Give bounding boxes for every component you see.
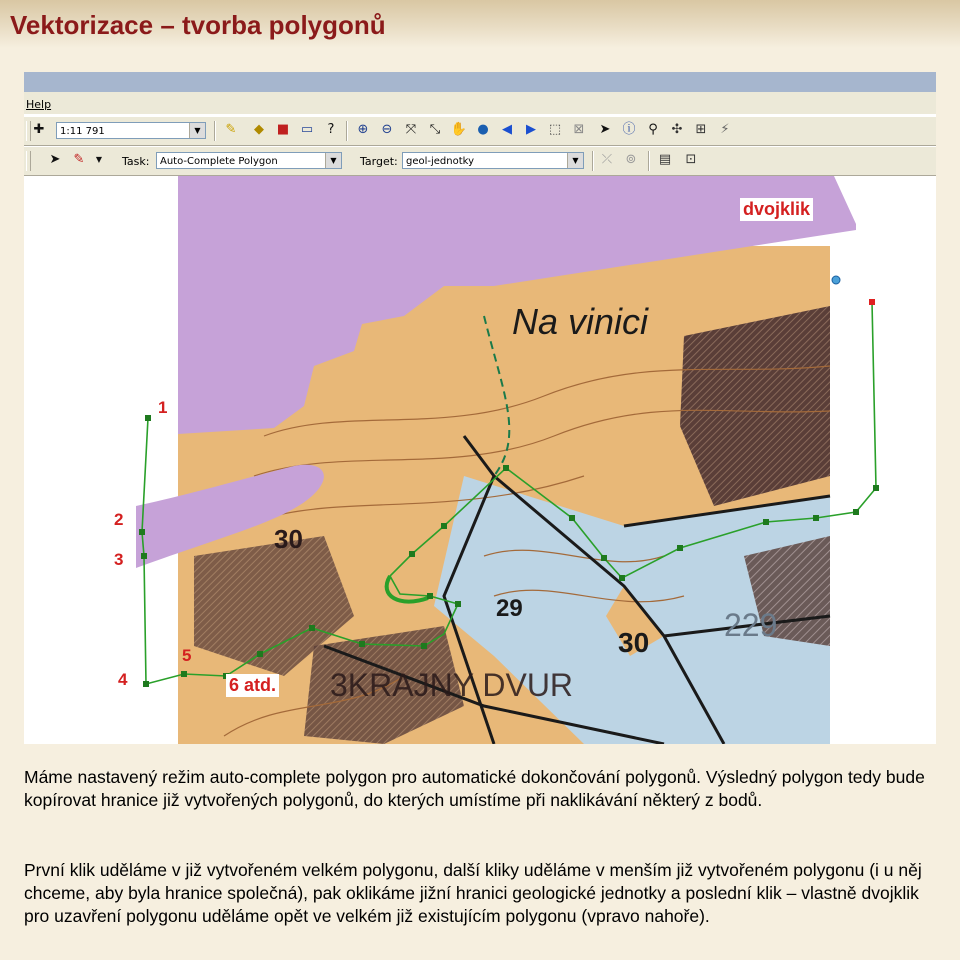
map-label-29: 29: [496, 595, 523, 622]
standard-toolbar: [24, 116, 936, 146]
title-bar: [0, 0, 960, 48]
chevron-down-icon[interactable]: ▼: [567, 153, 583, 168]
vertex[interactable]: [677, 545, 683, 551]
map-view[interactable]: [24, 176, 936, 744]
help-icon[interactable]: ?: [327, 122, 335, 137]
chevron-down-icon[interactable]: ▼: [325, 153, 341, 168]
vertex[interactable]: [813, 515, 819, 521]
select-arrow-icon[interactable]: ➤: [599, 122, 611, 137]
callout-2: 2: [114, 510, 124, 529]
info-icon[interactable]: ⓘ: [622, 122, 636, 137]
vertex[interactable]: [503, 465, 509, 471]
attributes-icon[interactable]: ▤: [658, 152, 672, 167]
fixed-zoom-out-icon[interactable]: ⤡: [429, 122, 441, 137]
slide-title: Vektorizace – tvorba polygonů: [10, 10, 386, 40]
vertex[interactable]: [853, 509, 859, 515]
vertex[interactable]: [619, 575, 625, 581]
map-label-30b: 30: [618, 627, 650, 658]
select-features-icon[interactable]: ⬚: [548, 122, 562, 137]
vertex[interactable]: [145, 415, 151, 421]
measure-icon[interactable]: ⊞: [695, 122, 707, 137]
toolbar-grip[interactable]: [26, 151, 31, 171]
add-data-icon[interactable]: ✚: [33, 122, 45, 137]
toolbar-separator: [648, 151, 650, 171]
task-combo[interactable]: [156, 152, 342, 169]
catalog-icon[interactable]: ◆: [254, 122, 264, 137]
zoom-in-icon[interactable]: ⊕: [357, 122, 369, 137]
description-paragraph-1: Máme nastavený režim auto-complete polygon pro automatické dokončování polygonů. Výsledný polygon tedy bude kopírovat hranice již vytvořených polygonů, do kterých umístíme při naklikávání některý z bodů.: [24, 767, 925, 810]
description-paragraph-2: První klik uděláme v již vytvořeném velkém polygonu, další kliky uděláme v menším již vytvořeném polygonu (i u něj chceme, aby byla hranice společná), pak oklikáme jižní hranici geologické jednotky a poslední klik – vlastně dvojklik pro uzavření polygonu uděláme opět ve velkém již existujícím polygonu (vpravo nahoře).: [24, 860, 922, 926]
sketch-pencil-icon[interactable]: ✎: [73, 152, 85, 167]
map-label-229: 229: [724, 607, 778, 643]
back-icon[interactable]: ◀: [502, 122, 512, 137]
editor-toolbar: [24, 146, 936, 176]
scale-value: 1:11 791: [60, 126, 105, 137]
toolbar-separator: [346, 121, 348, 141]
forward-icon[interactable]: ▶: [526, 122, 536, 137]
cursor-marker: [832, 276, 840, 284]
window-caption-strip: [24, 72, 936, 92]
edit-arrow-icon[interactable]: ➤: [49, 152, 61, 167]
vertex[interactable]: [309, 625, 315, 631]
split-icon[interactable]: ⤫: [601, 152, 613, 167]
vertex[interactable]: [873, 485, 879, 491]
map-label-navinici: Na vinici: [512, 301, 649, 342]
callout-3: 3: [114, 550, 124, 569]
menu-bar: [24, 92, 936, 114]
chevron-down-icon[interactable]: ▼: [95, 155, 103, 164]
target-combo[interactable]: [402, 152, 584, 169]
app-screenshot: [24, 72, 936, 744]
vertex[interactable]: [427, 593, 433, 599]
zoom-out-icon[interactable]: ⊖: [381, 122, 393, 137]
vertex[interactable]: [143, 681, 149, 687]
menu-help[interactable]: Help: [26, 98, 52, 111]
map-label-30a: 30: [274, 524, 303, 554]
pencil-icon[interactable]: ✎: [225, 122, 237, 137]
vertex[interactable]: [257, 651, 263, 657]
vertex[interactable]: [181, 671, 187, 677]
clear-selection-icon[interactable]: ⊠: [573, 122, 585, 137]
vertex[interactable]: [141, 553, 147, 559]
task-label: Task:: [122, 155, 150, 168]
full-extent-icon[interactable]: ●: [477, 122, 489, 137]
lightning-icon[interactable]: ⚡: [720, 122, 730, 137]
fixed-zoom-in-icon[interactable]: ⤧: [405, 122, 417, 137]
vertex[interactable]: [569, 515, 575, 521]
find-icon[interactable]: ⚲: [648, 122, 658, 137]
vertex[interactable]: [601, 555, 607, 561]
rotate-icon[interactable]: ⊚: [625, 152, 637, 167]
last-vertex[interactable]: [869, 299, 875, 305]
vertex[interactable]: [441, 523, 447, 529]
vertex[interactable]: [763, 519, 769, 525]
vertex[interactable]: [139, 529, 145, 535]
target-value: geol-jednotky: [406, 156, 475, 167]
vertex[interactable]: [359, 641, 365, 647]
callout-dvojklik: dvojklik: [740, 198, 813, 221]
toolbox-icon[interactable]: ■: [276, 122, 290, 137]
target-label: Target:: [360, 155, 398, 168]
task-value: Auto-Complete Polygon: [160, 156, 278, 167]
callout-6: 6 atd.: [226, 674, 279, 697]
toolbar-separator: [214, 121, 216, 141]
go-to-xy-icon[interactable]: ✣: [671, 122, 683, 137]
sketch-props-icon[interactable]: ⊡: [685, 152, 697, 167]
toolbar-separator: [592, 151, 594, 171]
vertex[interactable]: [409, 551, 415, 557]
scale-combo[interactable]: [56, 122, 206, 139]
window-icon[interactable]: ▭: [300, 122, 314, 137]
callout-4: 4: [118, 670, 128, 689]
vertex[interactable]: [455, 601, 461, 607]
pan-icon[interactable]: ✋: [450, 122, 468, 137]
chevron-down-icon[interactable]: ▼: [189, 123, 205, 138]
map-label-dvur: 3KRAJNY DVUR: [330, 667, 574, 703]
vertex[interactable]: [421, 643, 427, 649]
hatched-area: [680, 306, 830, 506]
callout-5: 5: [182, 646, 192, 665]
map-canvas[interactable]: [24, 176, 936, 744]
callout-1: 1: [158, 398, 168, 417]
